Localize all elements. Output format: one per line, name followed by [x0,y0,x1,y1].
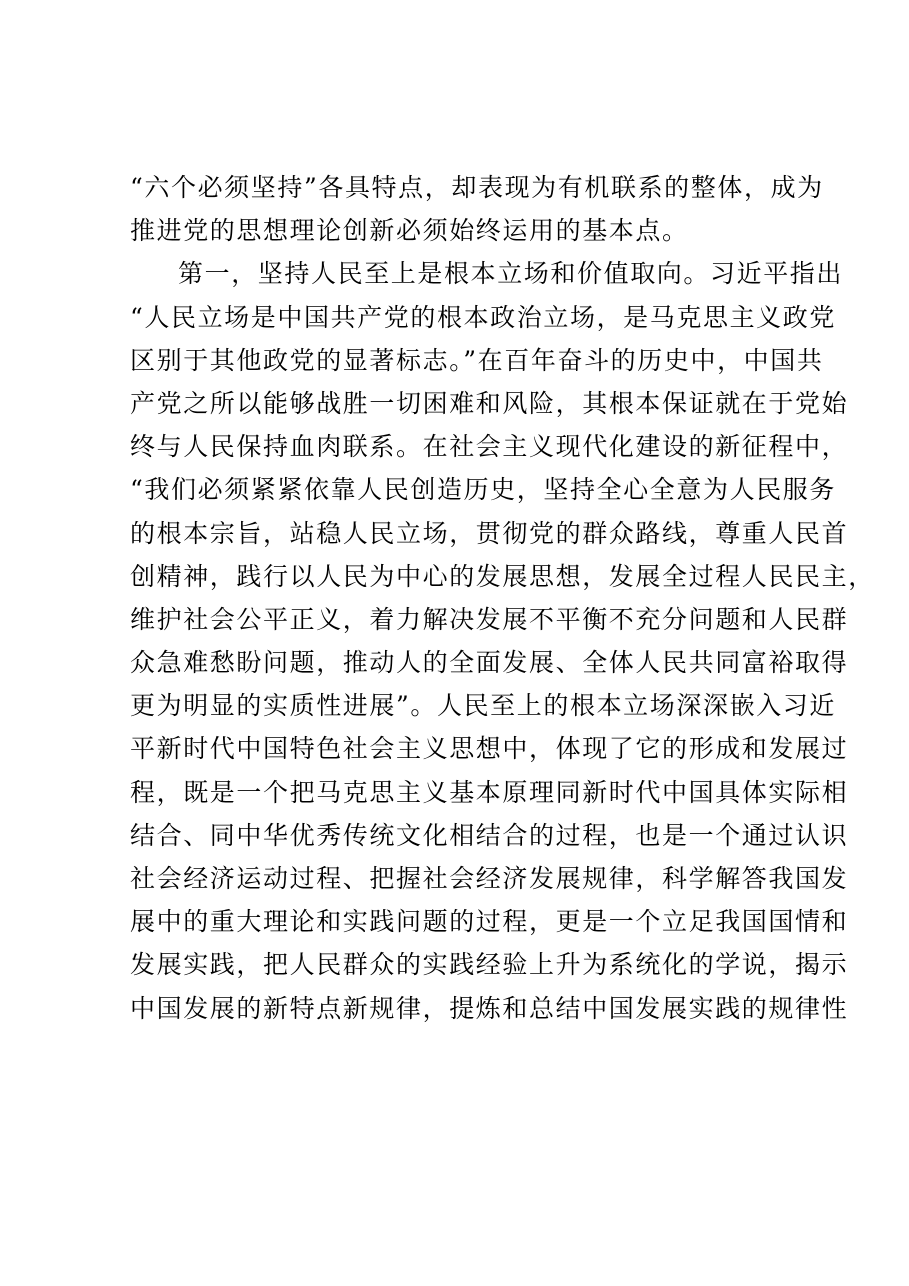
text-line: 展中的重大理论和实践问题的过程，更是一个立足我国国情和 [130,907,849,937]
text-line: 维护社会公平正义，着力解决发展不平衡不充分问题和人民群 [130,604,849,634]
text-line: 平新时代中国特色社会主义思想中，体现了它的形成和发展过 [130,734,849,764]
text-line: 第一，坚持人民至上是根本立场和价值取向。习近平指出 [178,259,844,289]
text-line: “六个必须坚持”各具特点，却表现为有机联系的整体，成为 [130,173,824,202]
text-line: 结合、同中华优秀传统文化相结合的过程，也是一个通过认识 [130,820,849,850]
text-line: 推进党的思想理论创新必须始终运用的基本点。 [130,216,689,246]
text-line: 更为明显的实质性进展”。人民至上的根本立场深深嵌入习近 [130,691,836,721]
text-line: 发展实践，把人民群众的实践经验上升为系统化的学说，揭示 [130,950,849,980]
text-line: 中国发展的新特点新规律，提炼和总结中国发展实践的规律性 [130,993,849,1023]
text-line: 区别于其他政党的显著标志。”在百年奋斗的历史中，中国共 [130,345,824,375]
text-line: 的根本宗旨，站稳人民立场，贯彻党的群众路线，尊重人民首 [130,518,849,548]
text-line: 终与人民保持血肉联系。在社会主义现代化建设的新征程中， [130,432,849,462]
body-text [130,166,875,1030]
text-line: 产党之所以能够战胜一切困难和风险，其根本保证就在于党始 [130,388,849,418]
text-line: 众急难愁盼问题，推动人的全面发展、全体人民共同富裕取得 [130,648,849,678]
text-line: 程，既是一个把马克思主义基本原理同新时代中国具体实际相 [130,777,849,807]
text-line: “人民立场是中国共产党的根本政治立场，是马克思主义政党 [130,302,836,332]
text-line: “我们必须紧紧依靠人民创造历史，坚持全心全意为人民服务 [130,475,836,505]
text-line: 社会经济运动过程、把握社会经济发展规律，科学解答我国发 [130,864,849,893]
text-line: 创精神，践行以人民为中心的发展思想，发展全过程人民民主， [130,561,875,591]
